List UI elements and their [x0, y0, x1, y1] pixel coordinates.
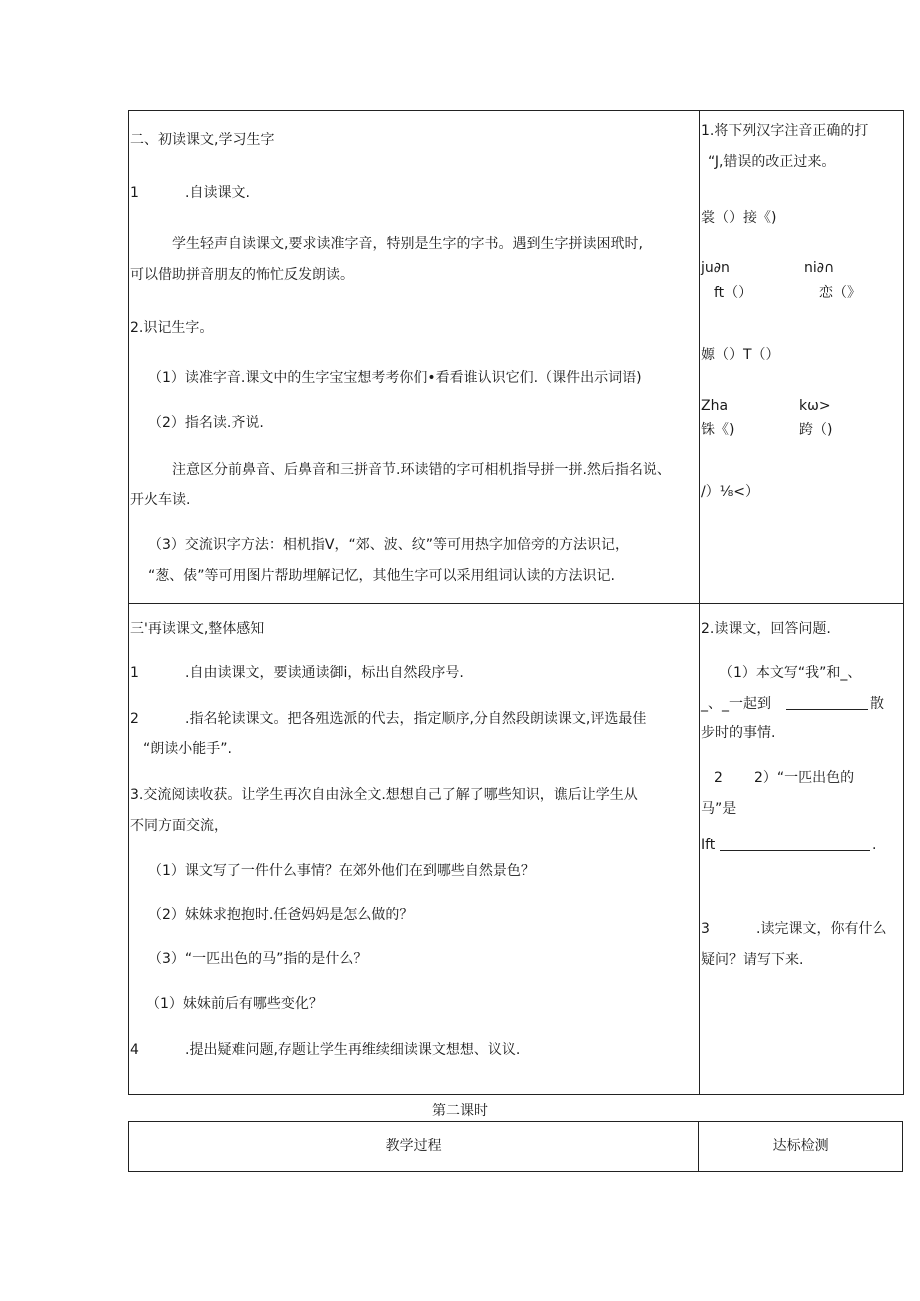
check-text: 散 — [870, 696, 884, 712]
check-text: 2）“一匹出色的 — [754, 770, 855, 786]
paragraph-line: 注意区分前鼻音、后鼻音和三拼音节.环读错的字可相机指导拼一拼.然后指名说、 — [172, 462, 671, 478]
sub-item: （2）指名读.齐说. — [148, 415, 264, 431]
pinyin-text: kω> — [799, 398, 831, 414]
lesson-title: 第二课时 — [432, 1103, 488, 1119]
check-text: /）⅛<） — [701, 484, 760, 500]
answer-blank — [786, 695, 868, 710]
item-number: 1 — [130, 185, 139, 201]
check-text: （1）本文写“我”和_、 — [719, 665, 862, 681]
check-text: 嫄（）T（） — [701, 347, 780, 363]
item-text: 3.交流阅读收获。让学生再次自由泳全文.想想自己了解了哪些知识，谯后让学生从 — [130, 787, 638, 803]
answer-blank — [720, 836, 870, 851]
question: （3）“一匹出色的马”指的是什么？ — [148, 951, 368, 967]
pinyin-text: ju∂n — [701, 260, 730, 276]
item-text: .指名轮读课文。把各殂选派的代去，指定顺序,分自然段朗读课文,评选最佳 — [185, 711, 647, 727]
check-text: 疑问？请写下来. — [701, 952, 804, 968]
check-text: 马”是 — [701, 801, 737, 817]
column-header-check: 达标检测 — [699, 1122, 903, 1172]
check-text: “J,错误的改正过来。 — [708, 154, 836, 170]
check-text: 1.将下列汉字注音正确的打 — [701, 123, 869, 139]
item-number: 1 — [130, 665, 139, 681]
check-text: 裳（）接《) — [701, 210, 777, 226]
pinyin-text: Zha — [701, 398, 729, 414]
check-text: Ift — [701, 837, 716, 853]
question: （1）课文写了一件什么事情？在郊外他们在到哪些自然景色？ — [148, 863, 535, 879]
item-text: 不同方面交流， — [130, 818, 228, 834]
question: （2）妹妹求抱抱时.任爸妈妈是怎么做的？ — [148, 907, 414, 923]
item-number: 2 — [714, 770, 723, 786]
teaching-cell-section2 — [129, 111, 700, 604]
item-text: “朗读小能手”. — [143, 741, 232, 757]
check-text: ft（） — [714, 285, 753, 301]
check-text: 2.读课文，回答问题. — [701, 621, 831, 637]
teaching-cell-section3 — [129, 604, 700, 1095]
item-text: 2.识记生字。 — [130, 320, 214, 336]
check-text: 铢《) — [701, 422, 735, 438]
check-cell-1 — [700, 111, 904, 604]
item-number: 3 — [701, 921, 710, 937]
section-heading: 三'再读课文,整体感知 — [130, 621, 265, 637]
check-text: . — [872, 837, 877, 853]
check-cell-2 — [700, 604, 904, 1095]
paragraph-line: 可以借助拼音朋友的怖忙反发朗读。 — [130, 267, 354, 283]
check-text: _、_一起到 — [701, 696, 771, 712]
question: （1）妹妹前后有哪些变化？ — [146, 996, 323, 1012]
item-text: .自读课文. — [185, 185, 250, 201]
item-number: 4 — [130, 1042, 139, 1058]
paragraph-line: 开火车读. — [130, 492, 191, 508]
check-text: .读完课文，你有什么 — [756, 921, 887, 937]
table-row — [129, 604, 904, 1095]
paragraph-line: 学生轻声自读课文,要求读准字音，特别是生字的字书。遇到生字拼读困玳时, — [172, 236, 643, 252]
check-text: 跨（) — [799, 422, 833, 438]
lesson-table — [128, 110, 904, 1095]
column-header-process: 教学过程 — [129, 1122, 699, 1172]
sub-item: （3）交流识字方法：相机指V，“郊、波、纹”等可用热字加倍旁的方法识记， — [148, 537, 629, 553]
lesson2-header-table — [128, 1121, 903, 1172]
item-number: 2 — [130, 711, 139, 727]
item-text: .提出疑难问题,存题让学生再维续细读课文想想、议议. — [185, 1042, 521, 1058]
check-text: 步时的事情. — [701, 725, 776, 741]
table-row — [129, 111, 904, 604]
pinyin-text: ni∂∩ — [804, 260, 835, 276]
table-row — [129, 1122, 903, 1172]
sub-item: （1）读准字音.课文中的生字宝宝想考考你们•看看谁认识它们.（课件出示词语) — [148, 370, 642, 386]
section-heading: 二、初读课文,学习生字 — [130, 132, 275, 148]
sub-item: “葱、俵”等可用图片帮助埋解记忆，其他生字可以采用组词认读的方法识记. — [148, 568, 615, 584]
check-text: 恋（》 — [819, 285, 861, 301]
item-text: .自由读课文，要读通读御i，标出自然段序号. — [185, 665, 464, 681]
